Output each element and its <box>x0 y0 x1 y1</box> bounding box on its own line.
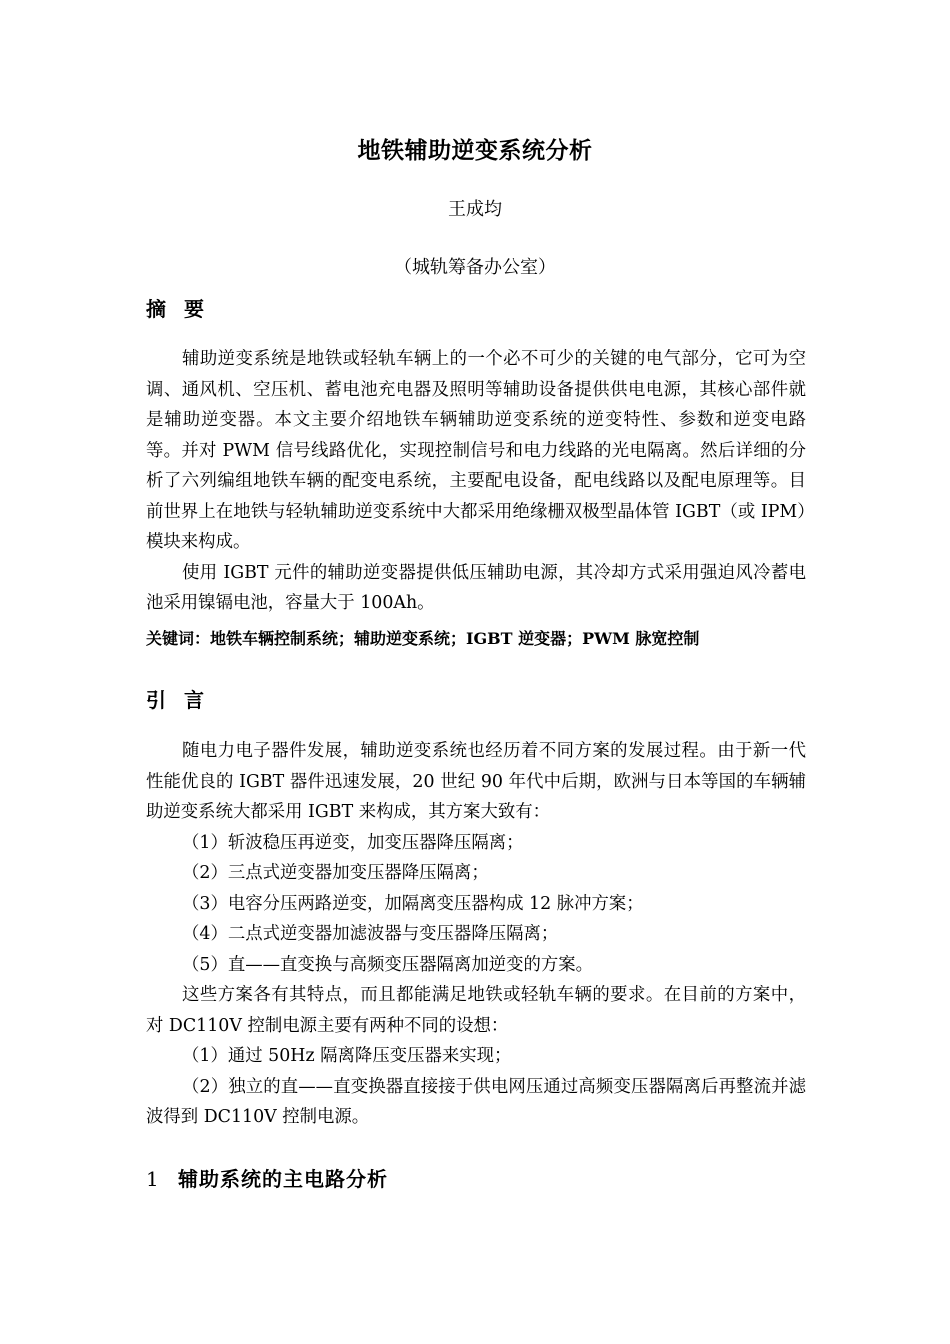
scheme-item: （5）直——直变换与高频变压器隔离加逆变的方案。 <box>182 954 594 975</box>
section-1-heading <box>146 1164 388 1194</box>
author-affiliation: （城轨筹备办公室） <box>394 257 556 278</box>
scheme-item: （3）电容分压两路逆变，加隔离变压器构成 12 脉冲方案； <box>182 893 644 914</box>
abstract-body <box>146 344 806 619</box>
intro-paragraph: 随电力电子器件发展，辅助逆变系统也经历着不同方案的发展过程。由于新一代性能优良的 IGBT 器件迅速发展，20 世纪 90 年代中后期，欧洲与日本等国的车辆辅助逆变系统大都采用 IGBT 来构成，其方案大致有： <box>146 741 806 822</box>
scheme-item: （2）三点式逆变器加变压器降压隔离； <box>182 863 489 883</box>
abstract-paragraph: 使用 IGBT 元件的辅助逆变器提供低压辅助电源，其冷却方式采用强迫风冷蓄电池采用镍镉电池，容量大于 100Ah。 <box>146 562 806 613</box>
idea-item: （1）通过 50Hz 隔离降压变压器来实现； <box>182 1046 512 1066</box>
section-title: 辅助系统的主电路分析 <box>178 1167 388 1191</box>
document-title: 地铁辅助逆变系统分析 <box>357 138 593 164</box>
intro-paragraph: 这些方案各有其特点，而且都能满足地铁或轻轨车辆的要求。在目前的方案中，对 DC110V 控制电源主要有两种不同的设想： <box>146 985 806 1036</box>
intro-heading: 引言 <box>146 688 222 712</box>
abstract-paragraph: 辅助逆变系统是地铁或轻轨车辆上的一个必不可少的关键的电气部分，它可为空调、通风机、空压机、蓄电池充电器及照明等辅助设备提供供电电源，其核心部件就是辅助逆变器。本文主要介绍地铁车辆辅助逆变系统的逆变特性、参数和逆变电路等。并对 PWM 信号线路优化，实现控制信号和电力线路的光电隔离。然后详细的分析了六列编组地铁车辆的配变电系统，主要配电设备，配电线路以及配电原理等。目前世界上在地铁与轻轨辅助逆变系统中大都采用绝缘栅双极型晶体管 IGBT（或 IPM）模块来构成。 <box>146 349 806 552</box>
scheme-item: （1）斩波稳压再逆变，加变压器降压隔离； <box>182 832 524 853</box>
idea-item: （2）独立的直——直变换器直接接于供电网压通过高频变压器隔离后再整流并滤波得到 DC110V 控制电源。 <box>146 1076 806 1127</box>
keywords-line: 关键词：地铁车辆控制系统；辅助逆变系统；IGBT 逆变器；PWM 脉宽控制 <box>146 629 700 648</box>
author-name: 王成均 <box>448 199 502 220</box>
intro-body <box>146 736 806 1133</box>
section-number: 1 <box>146 1167 160 1191</box>
scheme-item: （4）二点式逆变器加滤波器与变压器降压隔离； <box>182 924 559 944</box>
abstract-heading: 摘要 <box>146 297 222 321</box>
